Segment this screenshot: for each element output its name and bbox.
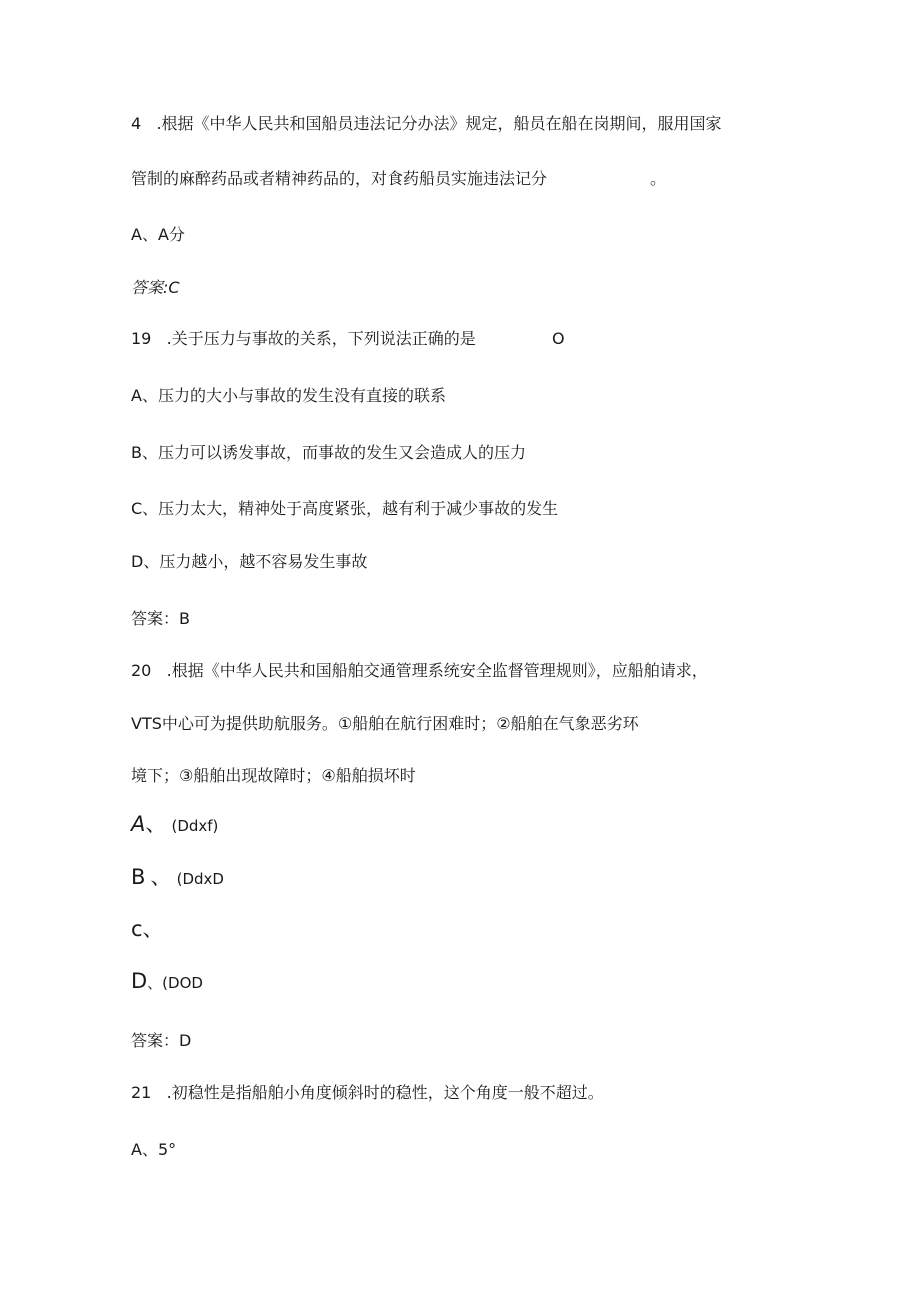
question-4-line1: [131, 113, 722, 135]
question-number: 4: [131, 114, 142, 133]
option-a: [131, 813, 218, 837]
question-number: 21: [131, 1083, 152, 1102]
option-separator: 、: [150, 865, 172, 889]
option-letter: D: [131, 969, 148, 993]
answer-label: 答案:C: [131, 278, 180, 297]
question-number: 20: [131, 661, 152, 680]
option-d: [131, 970, 203, 994]
question-text: 管制的麻醉药品或者精神药品的，对食药船员实施违法记分: [131, 169, 548, 188]
option-separator: 、: [145, 812, 167, 836]
question-text: .根据《中华人民共和国船舶交通管理系统安全监督管理规则》，应船舶请求，: [166, 661, 708, 680]
option-text: 、(DOD: [147, 974, 203, 992]
question-number: 19: [131, 329, 152, 348]
option-a: A、A分: [131, 225, 185, 244]
question-text: .初稳性是指船舶小角度倾斜时的稳性，这个角度一般不超过: [166, 1083, 588, 1102]
blank-end-mark: O: [552, 329, 565, 348]
option-text: (DdxD: [176, 870, 224, 888]
option-letter: A: [131, 812, 146, 836]
option-letter: B: [131, 865, 146, 889]
question-4-line2: [131, 168, 547, 190]
answer-label: 答案：D: [131, 1031, 192, 1050]
option-b: B、压力可以诱发事故，而事故的发生又会造成人的压力: [131, 443, 526, 462]
question-end-mark: 。: [587, 1083, 604, 1102]
option-d: D、压力越小，越不容易发生事故: [131, 552, 368, 571]
question-21: [131, 1082, 604, 1104]
option-b: [131, 866, 224, 890]
question-text: .关于压力与事故的关系，下列说法正确的是: [166, 329, 476, 348]
question-19: [131, 328, 476, 350]
answer-label: 答案：B: [131, 609, 190, 628]
blank-end-mark: 。: [650, 169, 667, 188]
question-20-line3: 境下；③船舶出现故障时；④船舶损坏时: [131, 766, 416, 785]
option-a: A、5°: [131, 1140, 177, 1159]
option-a: A、压力的大小与事故的发生没有直接的联系: [131, 386, 446, 405]
question-20-line1: [131, 660, 708, 682]
option-c: c、: [131, 917, 164, 941]
option-text: (Ddxf): [171, 817, 219, 835]
question-20-line2: VTS中心可为提供助航服务。①船舶在航行困难时；②船舶在气象恶劣环: [131, 714, 639, 733]
question-text: .根据《中华人民共和国船员违法记分办法》规定，船员在船在岗期间，服用国家: [156, 114, 722, 133]
option-c: C、压力太大，精神处于高度紧张，越有利于减少事故的发生: [131, 499, 559, 518]
